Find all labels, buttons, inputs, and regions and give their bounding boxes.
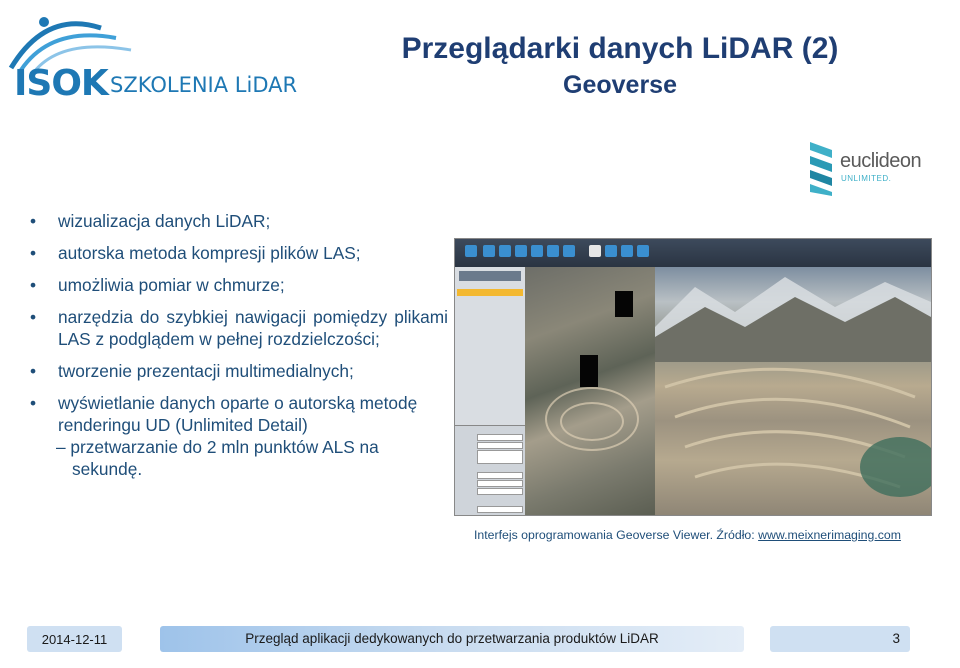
list-item: • narzędzia do szybkiej nawigacji pomiędzy plikami LAS z podglądem w pełnej rozdzielczości; [30, 307, 448, 349]
euclideon-logo [806, 140, 922, 200]
screenshot-sidebar [455, 267, 525, 515]
screenshot-toolbar [455, 239, 931, 267]
list-item: • autorska metoda kompresji plików LAS; [30, 243, 361, 263]
feature-list [30, 210, 448, 490]
isok-logo [6, 8, 326, 104]
page-title: Przeglądarki danych LiDAR (2) [401, 32, 839, 65]
page-subtitle: Geoverse [563, 71, 677, 99]
list-item: • umożliwia pomiar w chmurze; [30, 275, 285, 295]
page-number: 3 [770, 626, 910, 652]
bullet-dot-icon: • [30, 275, 37, 295]
euclideon-sub: UNLIMITED. [841, 174, 892, 183]
list-item: • tworzenie prezentacji multimedialnych; [30, 361, 354, 381]
footer-date: 2014-12-11 [27, 626, 122, 652]
screenshot-topdown-view [525, 267, 655, 515]
logo-tagline: SZKOLENIA LiDAR [110, 73, 298, 97]
bullet-dot-icon: • [30, 243, 37, 263]
source-link[interactable]: www.meixnerimaging.com [758, 528, 901, 542]
image-caption: Interfejs oprogramowania Geoverse Viewer. Źródło: www.meixnerimaging.com [474, 528, 901, 542]
list-subitem: – przetwarzanie do 2 mln punktów ALS na sekundę. [56, 437, 379, 479]
logo-brand: ISOK [14, 63, 108, 104]
screenshot-3d-view [655, 267, 931, 515]
bullet-dot-icon: • [30, 211, 37, 231]
footer-title: Przegląd aplikacji dedykowanych do przetwarzania produktów LiDAR [160, 626, 744, 652]
euclideon-name: euclideon [840, 150, 922, 172]
list-item: • wyświetlanie danych oparte o autorską metodę renderingu UD (Unlimited Detail) – przetwarzanie do 2 mln punktów ALS na sekundę. [30, 392, 448, 480]
list-item: • wizualizacja danych LiDAR; [30, 211, 271, 231]
euclideon-mark-icon [806, 140, 836, 196]
bullet-dot-icon: • [30, 307, 37, 327]
geoverse-screenshot [454, 238, 932, 516]
bullet-dot-icon: • [30, 361, 37, 381]
bullet-dot-icon: • [30, 393, 37, 413]
